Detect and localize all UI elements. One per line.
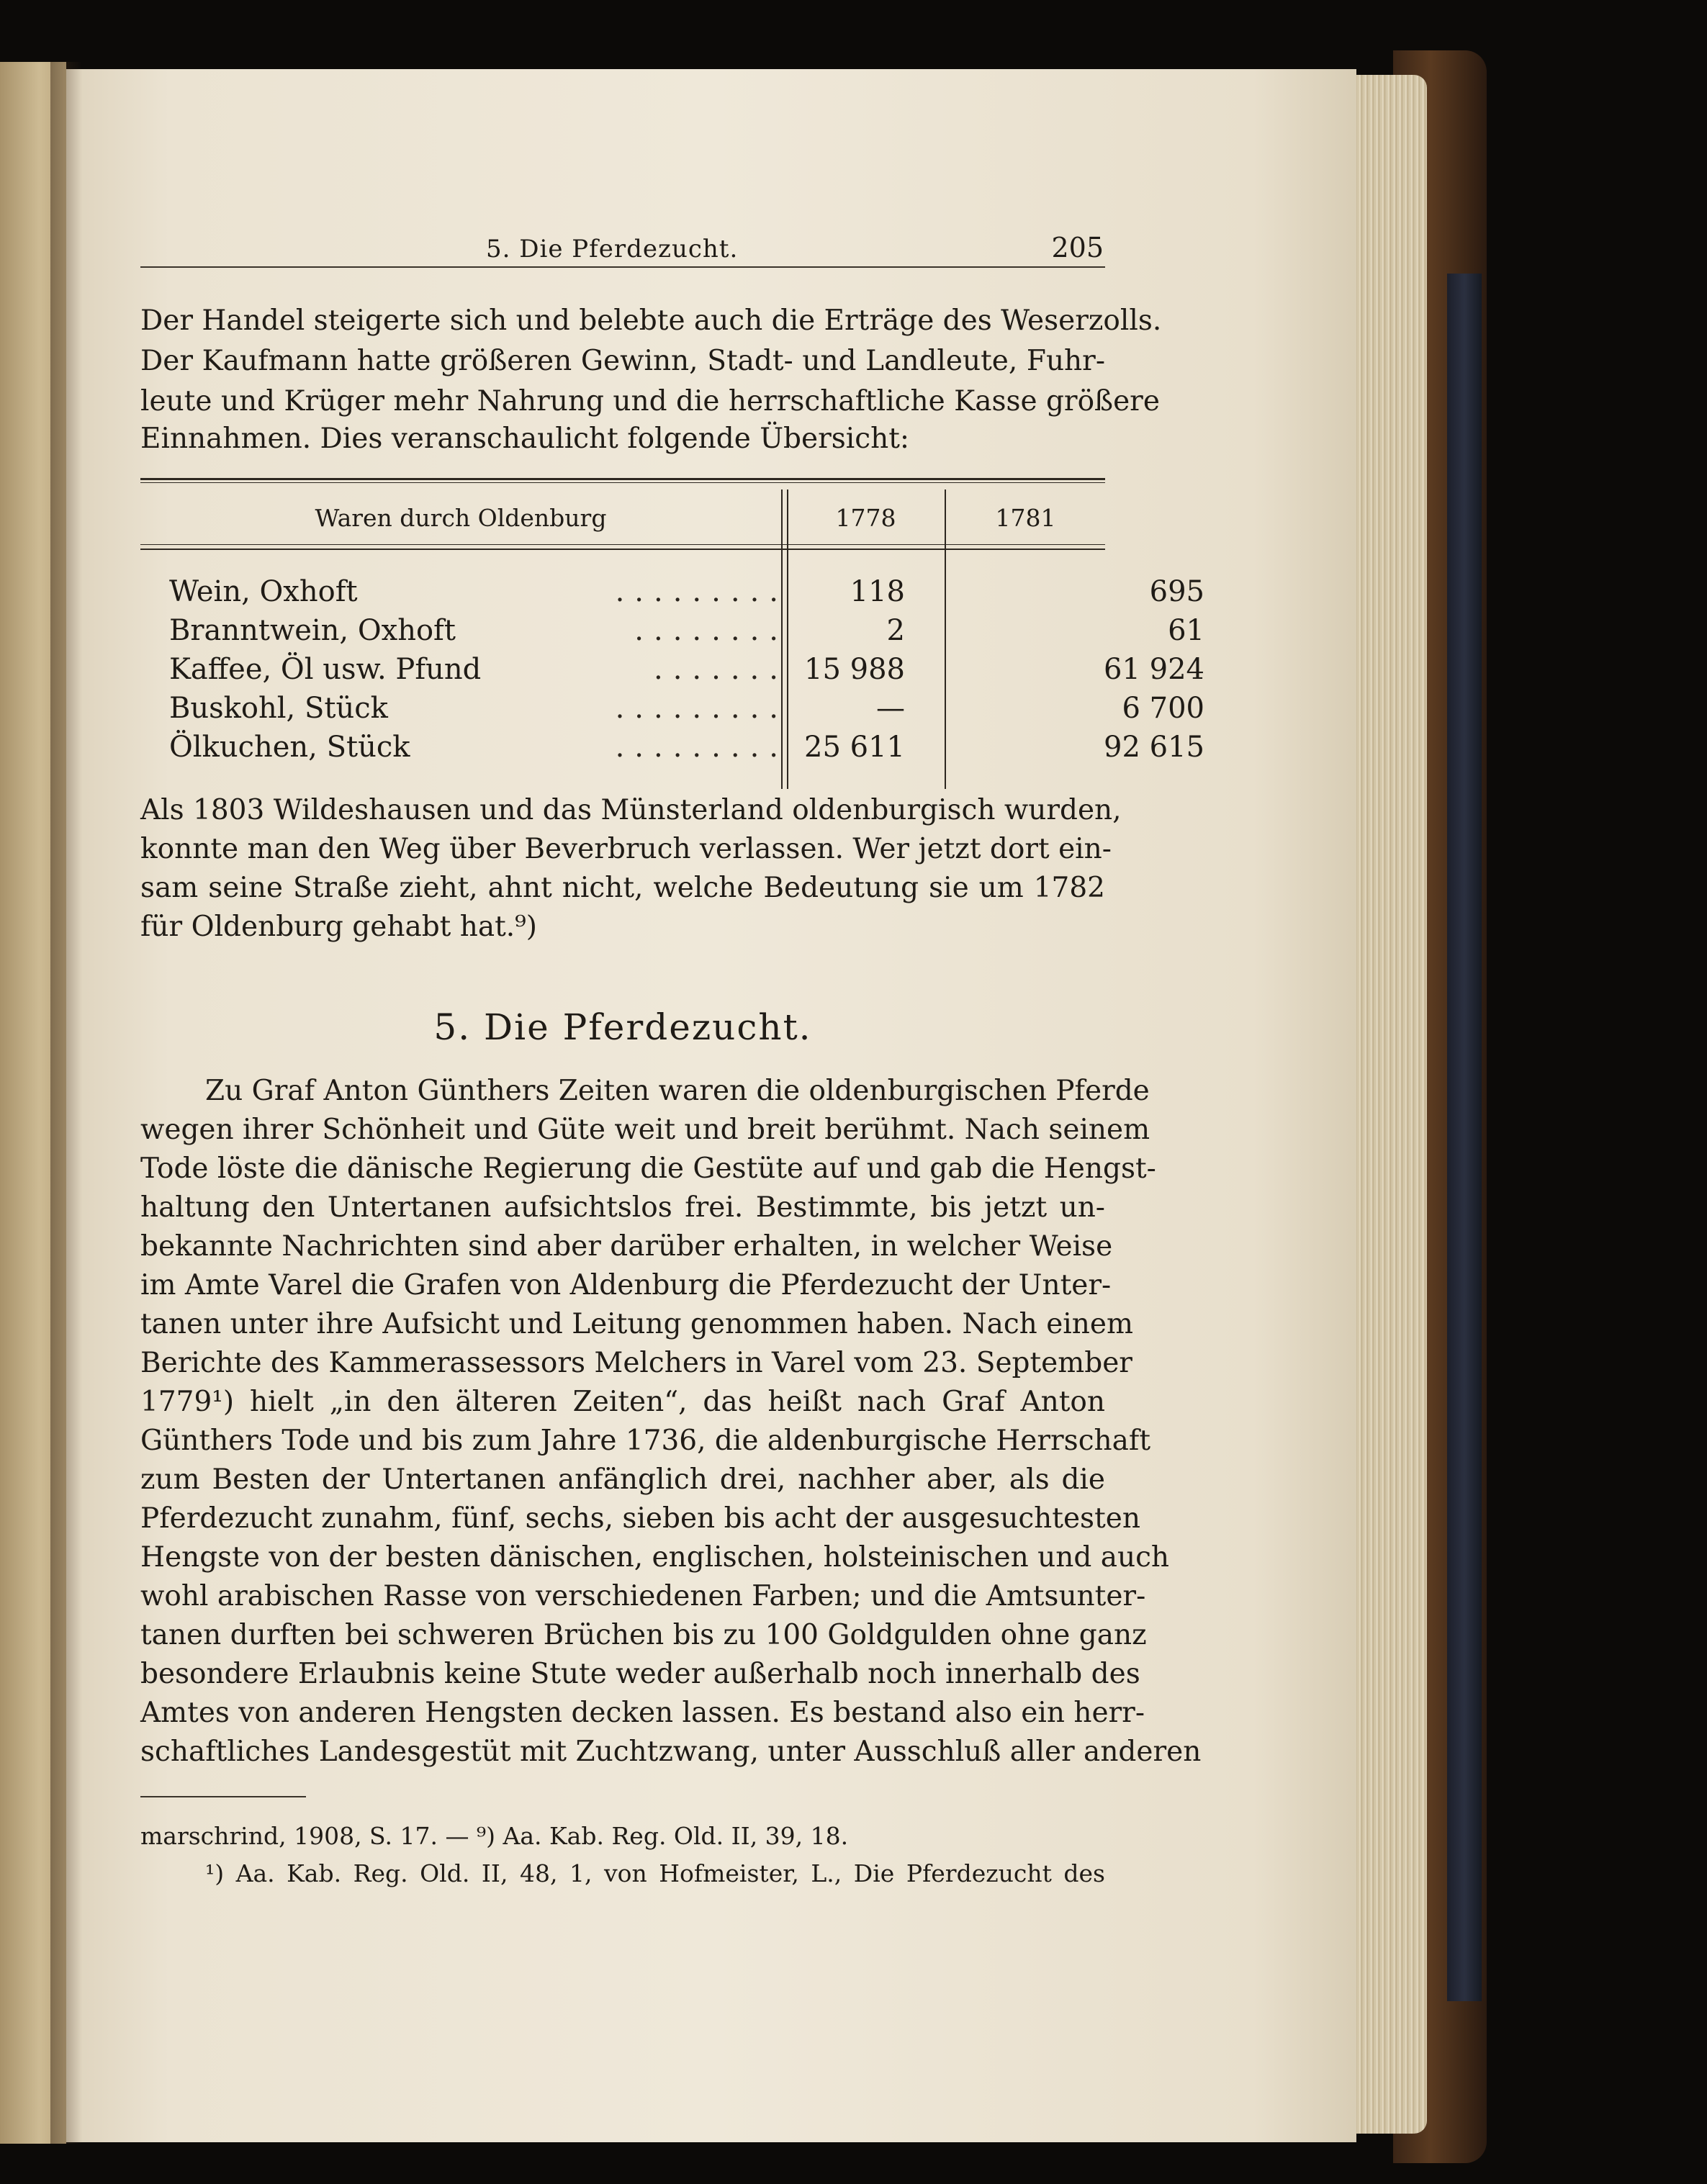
table-row	[140, 611, 1204, 650]
value-1778: —	[876, 692, 905, 725]
text-line: bekannte Nachrichten sind aber darüber erhalten, in welcher Weise	[140, 1230, 1113, 1263]
text-line: wegen ihrer Schönheit und Güte weit und breit berühmt. Nach seinem	[140, 1114, 1150, 1146]
row-label: Kaffee, Öl usw. Pfund	[169, 653, 482, 686]
leader-dots: .........	[615, 731, 788, 764]
table-header-1778: 1778	[835, 504, 896, 532]
footnote-line: marschrind, 1908, S. 17. — ⁹) Aa. Kab. Reg. Old. II, 39, 18.	[140, 1822, 849, 1850]
leader-dots: ........	[634, 614, 788, 647]
value-1778: 118	[850, 575, 905, 608]
value-1781: 61	[1168, 614, 1204, 647]
value-1778: 15 988	[804, 653, 905, 686]
text-line: zum Besten der Untertanen anfänglich drei, nachher aber, als die	[140, 1463, 1105, 1496]
text-line: 1779¹) hielt „in den älteren Zeiten“, das heißt nach Graf Anton	[140, 1386, 1105, 1418]
text-line: besondere Erlaubnis keine Stute weder außerhalb noch innerhalb des	[140, 1658, 1140, 1690]
table-row	[140, 572, 1204, 611]
table-row	[140, 650, 1204, 689]
value-1778: 2	[886, 614, 905, 647]
text-line: schaftliches Landesgestüt mit Zuchtzwang, unter Ausschluß aller anderen	[140, 1736, 1202, 1768]
row-label: Wein, Oxhoft	[169, 575, 358, 608]
gutter-shadow	[50, 62, 82, 2144]
text-line: tanen unter ihre Aufsicht und Leitung genommen haben. Nach einem	[140, 1308, 1133, 1340]
row-label: Ölkuchen, Stück	[169, 731, 410, 764]
value-1778: 25 611	[804, 731, 905, 764]
text-line: im Amte Varel die Grafen von Aldenburg die Pferdezucht der Unter-	[140, 1269, 1112, 1301]
text-line: Tode löste die dänische Regierung die Gestüte auf und gab die Hengst-	[140, 1152, 1156, 1185]
section-heading: 5. Die Pferdezucht.	[433, 1006, 812, 1048]
row-label: Branntwein, Oxhoft	[169, 614, 456, 647]
cover-spine-strip	[1447, 274, 1482, 2001]
text-line: Hengste von der besten dänischen, englischen, holsteinischen und auch	[140, 1541, 1170, 1574]
text-line: Günthers Tode und bis zum Jahre 1736, die aldenburgische Herrschaft	[140, 1425, 1151, 1457]
table-header-rule	[140, 544, 1105, 545]
table-top-rule	[140, 478, 1105, 480]
running-header	[140, 233, 1105, 268]
page-block-edges	[1346, 75, 1427, 2134]
text-line: leute und Krüger mehr Nahrung und die herrschaftliche Kasse größere	[140, 385, 1160, 418]
text-line: Als 1803 Wildeshausen und das Münsterland oldenburgisch wurden,	[140, 794, 1122, 826]
text-line: Pferdezucht zunahm, fünf, sechs, sieben bis acht der ausgesuchtesten	[140, 1502, 1140, 1535]
footnote-rule	[140, 1796, 306, 1797]
text-line: Amtes von anderen Hengsten decken lassen. Es bestand also ein herr-	[140, 1697, 1145, 1729]
table-header-rule	[140, 549, 1105, 550]
text-line: Zu Graf Anton Günthers Zeiten waren die oldenburgischen Pferde	[205, 1075, 1150, 1107]
table-row	[140, 689, 1204, 728]
text-line: wohl arabischen Rasse von verschiedenen Farben; und die Amtsunter-	[140, 1580, 1146, 1612]
value-1781: 695	[1149, 575, 1204, 608]
text-line: tanen durften bei schweren Brüchen bis zu 100 Goldgulden ohne ganz	[140, 1619, 1147, 1651]
value-1781: 61 924	[1104, 653, 1204, 686]
footnote-line: ¹) Aa. Kab. Reg. Old. II, 48, 1, von Hofmeister, L., Die Pferdezucht des	[205, 1859, 1105, 1887]
text-line: Der Kaufmann hatte größeren Gewinn, Stadt- und Landleute, Fuhr-	[140, 345, 1105, 377]
leader-dots: .........	[615, 692, 788, 725]
page-number: 205	[1051, 232, 1104, 263]
leader-dots: .......	[653, 653, 788, 686]
table-header-1781: 1781	[995, 504, 1056, 532]
value-1781: 92 615	[1104, 731, 1204, 764]
table-header-goods: Waren durch Oldenburg	[315, 504, 607, 532]
text-line: konnte man den Weg über Beverbruch verlassen. Wer jetzt dort ein-	[140, 833, 1112, 865]
text-line: haltung den Untertanen aufsichtslos frei. Bestimmte, bis jetzt un-	[140, 1191, 1105, 1224]
text-line: für Oldenburg gehabt hat.⁹)	[140, 911, 538, 943]
value-1781: 6 700	[1122, 692, 1204, 725]
table-row	[140, 728, 1204, 767]
text-line: Einnahmen. Dies veranschaulicht folgende Übersicht:	[140, 423, 910, 455]
row-label: Buskohl, Stück	[169, 692, 388, 725]
leader-dots: .........	[615, 575, 788, 608]
running-title: 5. Die Pferdezucht.	[486, 235, 739, 263]
text-line: Berichte des Kammerassessors Melchers in Varel vom 23. September	[140, 1347, 1132, 1379]
text-line: sam seine Straße zieht, ahnt nicht, welche Bedeutung sie um 1782	[140, 872, 1105, 904]
table-top-rule-thin	[140, 482, 1105, 483]
text-line: Der Handel steigerte sich und belebte auch die Erträge des Weserzolls.	[140, 304, 1162, 337]
